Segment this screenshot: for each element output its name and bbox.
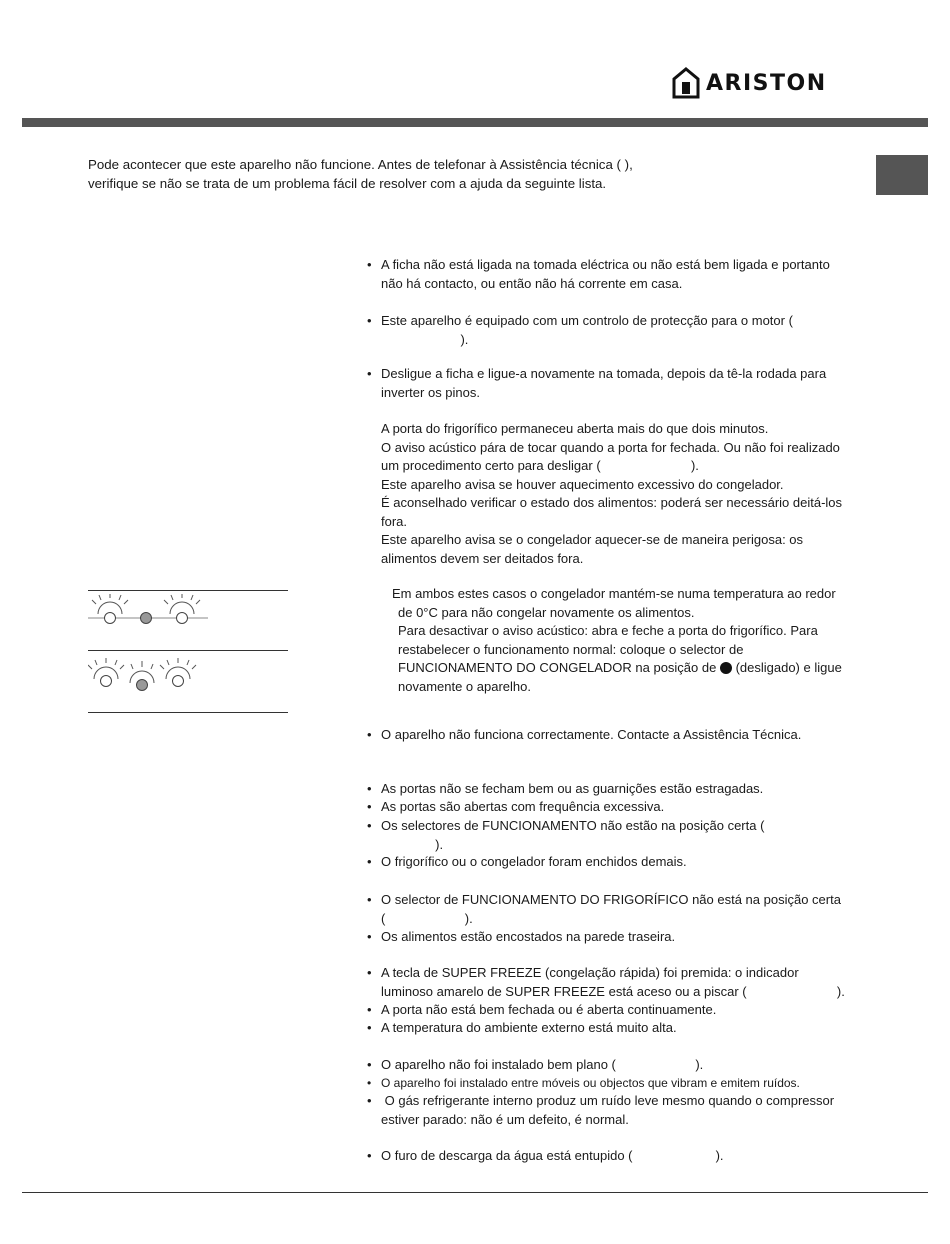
bullet-item bbox=[367, 780, 887, 799]
bullet-item bbox=[367, 256, 887, 293]
bullet-line: • As portas são abertas com frequência excessiva. bbox=[381, 799, 665, 814]
text-line: fora. bbox=[381, 513, 408, 529]
bullet-line: ). bbox=[381, 836, 444, 852]
divider bbox=[88, 712, 288, 713]
section-tab bbox=[876, 155, 928, 195]
bullet-item bbox=[367, 798, 887, 817]
bullet-line: • O aparelho foi instalado entre móveis ou objectos que vibram e emitem ruídos. bbox=[381, 1076, 800, 1090]
bullet-line: • Os selectores de FUNCIONAMENTO não estão na posição certa ( bbox=[381, 818, 765, 833]
bullet-item bbox=[367, 365, 887, 402]
bullet-line: • Desligue a ficha e ligue-a novamente na tomada, depois da tê-la rodada para bbox=[381, 366, 827, 381]
bullet-line: • Os alimentos estão encostados na parede traseira. bbox=[381, 929, 676, 944]
bullet-item bbox=[367, 817, 887, 854]
footer-rule bbox=[22, 1192, 928, 1193]
bullet-item bbox=[367, 1147, 887, 1166]
intro-line: Pode acontecer que este aparelho não funcione. Antes de telefonar à Assistência técnica ( ), bbox=[88, 157, 633, 172]
bullet-line: • O frigorífico ou o congelador foram enchidos demais. bbox=[381, 854, 687, 869]
text-line: novamente o aparelho. bbox=[398, 678, 531, 694]
text-line: Em ambos estes casos o congelador mantém-se numa temperatura ao redor bbox=[392, 586, 836, 601]
bullet-item bbox=[367, 1074, 887, 1093]
intro-paragraph bbox=[88, 155, 848, 193]
off-position-dot-icon bbox=[720, 662, 732, 674]
bullet-line: • O selector de FUNCIONAMENTO DO FRIGORÍFICO não está na posição certa bbox=[381, 892, 841, 907]
text-fragment: (desligado) e ligue bbox=[731, 660, 842, 675]
bullet-line: • O aparelho não foi instalado bem plano ( ). bbox=[381, 1057, 704, 1072]
bullet-line: • A ficha não está ligada na tomada eléctrica ou não está bem ligada e portanto bbox=[381, 257, 830, 272]
bullet-item bbox=[367, 928, 887, 947]
bullet-line: • As portas não se fecham bem ou as guarnições estão estragadas. bbox=[381, 781, 764, 796]
bullet-item bbox=[367, 1001, 887, 1020]
bullet-line: • A porta não está bem fechada ou é aberta continuamente. bbox=[381, 1002, 717, 1017]
bullet-line: ). bbox=[381, 331, 469, 347]
bullet-item bbox=[367, 1019, 887, 1038]
led-indicator-two-blinking bbox=[88, 594, 218, 628]
alarm-explanation bbox=[392, 585, 912, 696]
text-line: O aviso acústico pára de tocar quando a porta for fechada. Ou não foi realizado bbox=[381, 439, 840, 455]
bullet-item bbox=[367, 891, 887, 928]
header-bar bbox=[22, 118, 928, 127]
text-fragment: FUNCIONAMENTO DO CONGELADOR na posição de bbox=[398, 660, 720, 675]
bullet-item bbox=[367, 312, 887, 349]
text-line: de 0°C para não congelar novamente os alimentos. bbox=[398, 604, 695, 620]
text-line: É aconselhado verificar o estado dos alimentos: poderá ser necessário deitá-los bbox=[381, 495, 843, 510]
bullet-line: inverter os pinos. bbox=[381, 384, 480, 400]
bullet-line: • O gás refrigerante interno produz um ruído leve mesmo quando o compressor bbox=[381, 1093, 835, 1108]
bullet-line: • A temperatura do ambiente externo está muito alta. bbox=[381, 1020, 677, 1035]
ariston-logo bbox=[672, 67, 827, 99]
text-line: Este aparelho avisa se houver aquecimento excessivo do congelador. bbox=[381, 476, 784, 492]
bullet-line: • O furo de descarga da água está entupido ( ). bbox=[381, 1148, 724, 1163]
bullet-line: • Este aparelho é equipado com um controlo de protecção para o motor ( bbox=[381, 313, 793, 328]
text-line: restabelecer o funcionamento normal: coloque o selector de bbox=[398, 641, 744, 657]
bullet-line: • O aparelho não funciona correctamente. Contacte a Assistência Técnica. bbox=[381, 727, 802, 742]
text-line: um procedimento certo para desligar ( ). bbox=[381, 458, 699, 473]
led-indicator-three-blinking bbox=[88, 655, 218, 691]
buzzer-explanation bbox=[381, 420, 901, 568]
bullet-item bbox=[367, 1092, 887, 1129]
intro-line: verifique se não se trata de um problema fácil de resolver com a ajuda da seguinte lista. bbox=[88, 176, 607, 191]
divider bbox=[88, 590, 288, 591]
bullet-item bbox=[367, 964, 887, 1001]
text-line: A porta do frigorífico permaneceu aberta mais do que dois minutos. bbox=[381, 421, 769, 436]
logo-text: ARISTON bbox=[706, 70, 827, 96]
text-line bbox=[392, 659, 912, 678]
bullet-line: não há contacto, ou então não há corrente em casa. bbox=[381, 275, 683, 291]
text-line: Este aparelho avisa se o congelador aquecer-se de maneira perigosa: os bbox=[381, 532, 804, 547]
bullet-line: • A tecla de SUPER FREEZE (congelação rápida) foi premida: o indicador bbox=[381, 965, 799, 980]
bullet-line: estiver parado: não é um defeito, é normal. bbox=[381, 1111, 629, 1127]
bullet-item bbox=[367, 853, 887, 872]
bullet-line: ( ). bbox=[381, 910, 473, 926]
text-line: Para desactivar o aviso acústico: abra e feche a porta do frigorífico. Para bbox=[398, 623, 818, 638]
text-line: alimentos devem ser deitados fora. bbox=[381, 550, 584, 566]
bullet-item bbox=[367, 726, 887, 745]
divider bbox=[88, 650, 288, 651]
bullet-item bbox=[367, 1056, 887, 1075]
bullet-line: luminoso amarelo de SUPER FREEZE está aceso ou a piscar ( ). bbox=[381, 983, 845, 999]
house-icon bbox=[672, 67, 700, 99]
